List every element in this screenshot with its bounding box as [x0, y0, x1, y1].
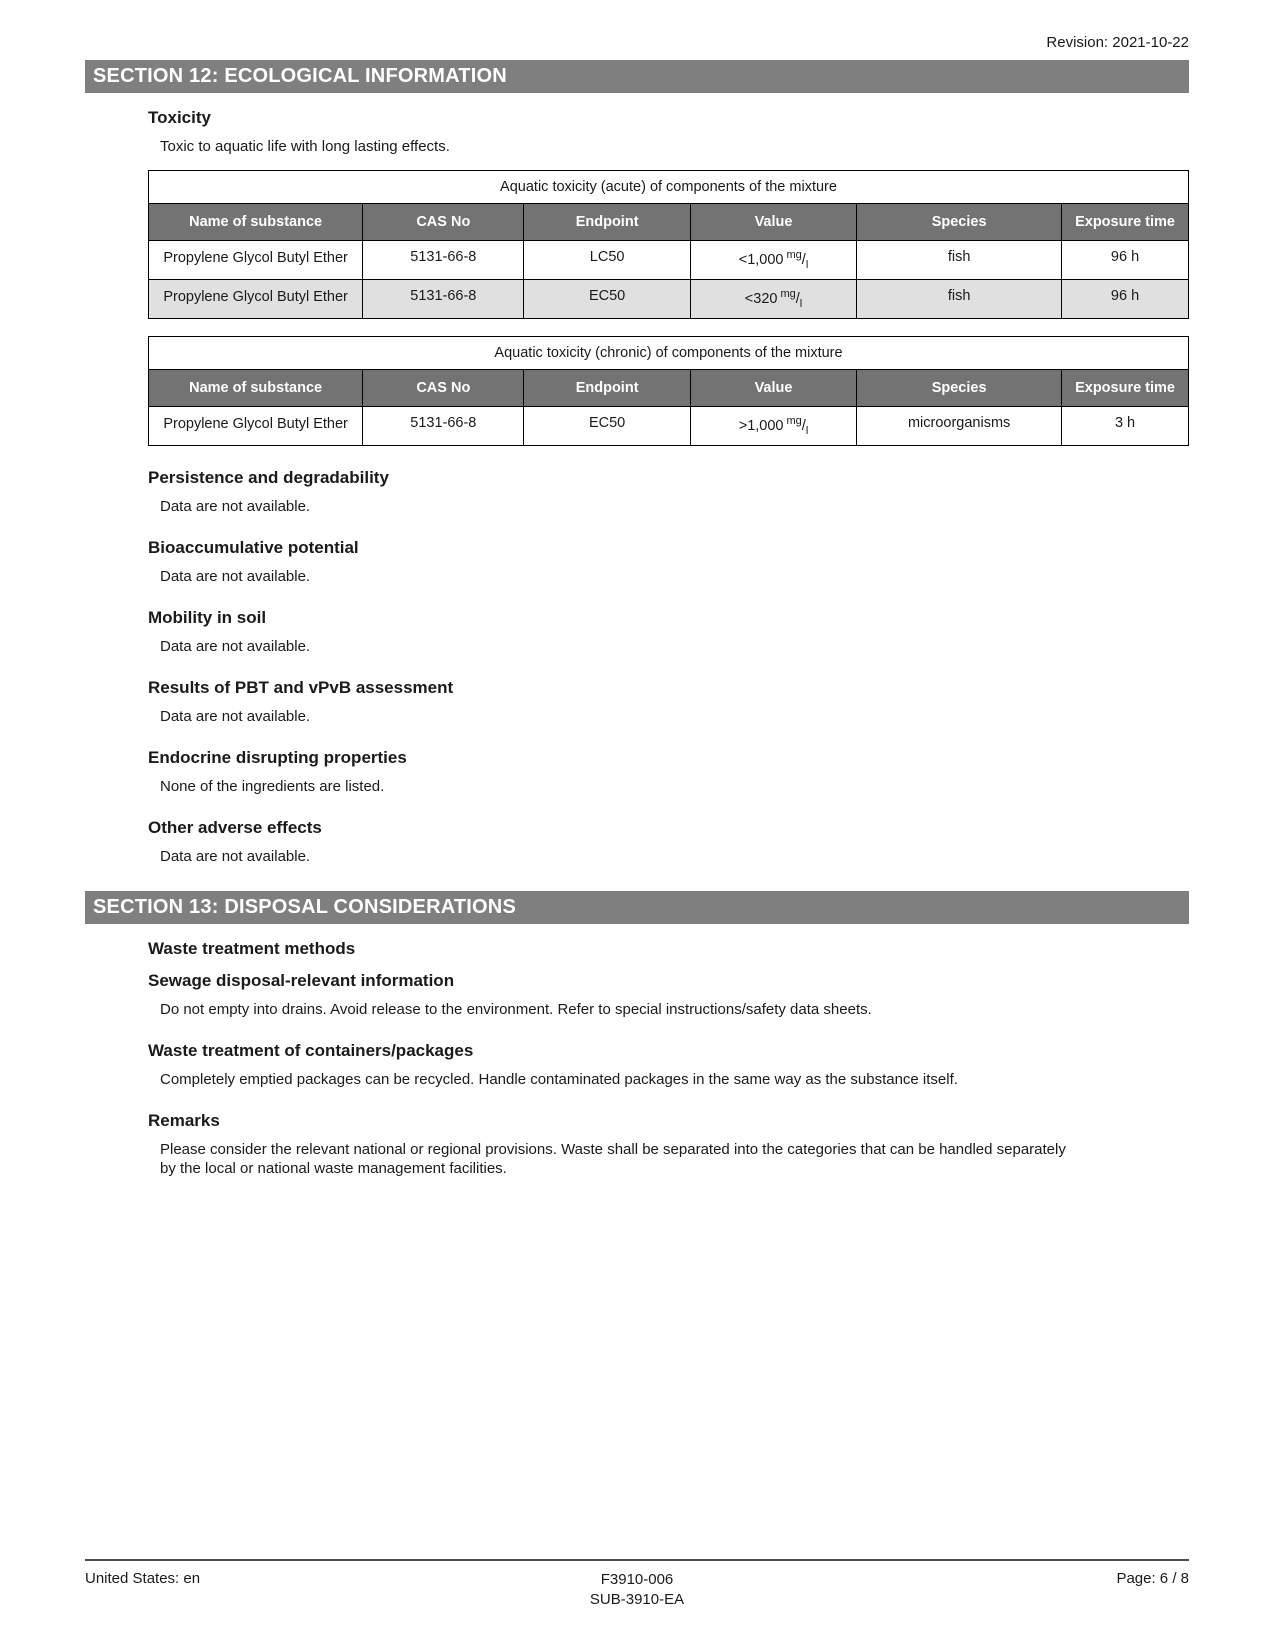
exposure-time: 96 h: [1062, 280, 1189, 319]
value: [690, 241, 856, 280]
endpoint: LC50: [524, 241, 690, 280]
value-number: <320: [744, 291, 778, 307]
acute-toxicity-table: [148, 170, 1189, 319]
cas-number: 5131-66-8: [363, 241, 524, 280]
toxicity-body: Toxic to aquatic life with long lasting effects.: [160, 138, 450, 155]
unit-separator: /: [795, 291, 800, 307]
value-number: >1,000: [738, 418, 784, 434]
value: [690, 280, 856, 319]
unit-numerator: mg: [780, 288, 796, 300]
chronic-table-title: Aquatic toxicity (chronic) of components of the mixture: [149, 337, 1189, 370]
table-row: [149, 280, 1189, 319]
subsection-body: Data are not available.: [160, 708, 311, 725]
unit-numerator: mg: [786, 415, 802, 427]
table-row: [149, 241, 1189, 280]
col-header-name: Name of substance: [149, 204, 363, 241]
acute-table-title: Aquatic toxicity (acute) of components of the mixture: [149, 171, 1189, 204]
table-title-row: [149, 171, 1189, 204]
substance-name: Propylene Glycol Butyl Ether: [149, 407, 363, 446]
table-header-row: [149, 204, 1189, 241]
endpoint: EC50: [524, 280, 690, 319]
subsection-heading: Results of PBT and vPvB assessment: [148, 678, 454, 697]
table-title-row: [149, 337, 1189, 370]
endpoint: EC50: [524, 407, 690, 446]
species: fish: [857, 280, 1062, 319]
subsection-body: Data are not available.: [160, 638, 311, 655]
substance-name: Propylene Glycol Butyl Ether: [149, 280, 363, 319]
col-header-species: Species: [857, 204, 1062, 241]
col-header-name: Name of substance: [149, 370, 363, 407]
col-header-endpoint: Endpoint: [524, 370, 690, 407]
footer-page-number: Page: 6 / 8: [1116, 1570, 1189, 1587]
subsection-heading: Waste treatment of containers/packages: [148, 1041, 474, 1060]
waste-treatment-methods-heading: Waste treatment methods: [148, 939, 356, 958]
exposure-time: 3 h: [1062, 407, 1189, 446]
subsection-body: None of the ingredients are listed.: [160, 778, 385, 795]
footer-doc-numbers: [85, 1570, 1189, 1610]
unit-numerator: mg: [786, 249, 802, 261]
subsection-heading: Sewage disposal-relevant information: [148, 971, 455, 990]
cas-number: 5131-66-8: [363, 407, 524, 446]
subsection-body: Data are not available.: [160, 498, 311, 515]
col-header-endpoint: Endpoint: [524, 204, 690, 241]
footer-sub-number: SUB-3910-EA: [589, 1591, 685, 1608]
page-footer: [85, 1570, 1189, 1610]
section-12-header: SECTION 12: ECOLOGICAL INFORMATION: [85, 60, 1189, 93]
col-header-cas: CAS No: [363, 370, 524, 407]
section-13-header: SECTION 13: DISPOSAL CONSIDERATIONS: [85, 891, 1189, 924]
col-header-cas: CAS No: [363, 204, 524, 241]
revision-date: Revision: 2021-10-22: [1046, 34, 1189, 51]
subsection-heading: Bioaccumulative potential: [148, 538, 359, 557]
species: microorganisms: [857, 407, 1062, 446]
unit-denominator: l: [805, 425, 809, 437]
table-header-row: [149, 370, 1189, 407]
col-header-species: Species: [857, 370, 1062, 407]
unit-separator: /: [801, 252, 806, 268]
subsection-body: Please consider the relevant national or regional provisions. Waste shall be separated into the categories that can be handled separately by the local or national waste management facilities.: [160, 1141, 1066, 1177]
col-header-exposure: Exposure time: [1062, 204, 1189, 241]
unit-denominator: l: [805, 259, 809, 271]
col-header-exposure: Exposure time: [1062, 370, 1189, 407]
unit-separator: /: [801, 418, 806, 434]
toxicity-heading: Toxicity: [148, 108, 211, 127]
exposure-time: 96 h: [1062, 241, 1189, 280]
col-header-value: Value: [690, 370, 856, 407]
subsection-heading: Other adverse effects: [148, 818, 322, 837]
value: [690, 407, 856, 446]
col-header-value: Value: [690, 204, 856, 241]
unit-denominator: l: [799, 298, 803, 310]
subsection-heading: Endocrine disrupting properties: [148, 748, 407, 767]
subsection-body: Data are not available.: [160, 848, 311, 865]
chronic-toxicity-table: [148, 336, 1189, 446]
subsection-body: Completely emptied packages can be recycled. Handle contaminated packages in the same way as the substance itself.: [160, 1071, 958, 1088]
cas-number: 5131-66-8: [363, 280, 524, 319]
footer-locale: United States: en: [85, 1570, 201, 1587]
subsection-heading: Remarks: [148, 1111, 220, 1130]
substance-name: Propylene Glycol Butyl Ether: [149, 241, 363, 280]
subsection-body: Data are not available.: [160, 568, 311, 585]
footer-divider: [85, 1559, 1189, 1561]
subsection-heading: Persistence and degradability: [148, 468, 389, 487]
value-number: <1,000: [738, 252, 784, 268]
subsection-heading: Mobility in soil: [148, 608, 267, 627]
subsection-body: Do not empty into drains. Avoid release to the environment. Refer to special instructions/safety data sheets.: [160, 1001, 872, 1018]
table-row: [149, 407, 1189, 446]
footer-doc-number: F3910-006: [600, 1571, 674, 1588]
species: fish: [857, 241, 1062, 280]
